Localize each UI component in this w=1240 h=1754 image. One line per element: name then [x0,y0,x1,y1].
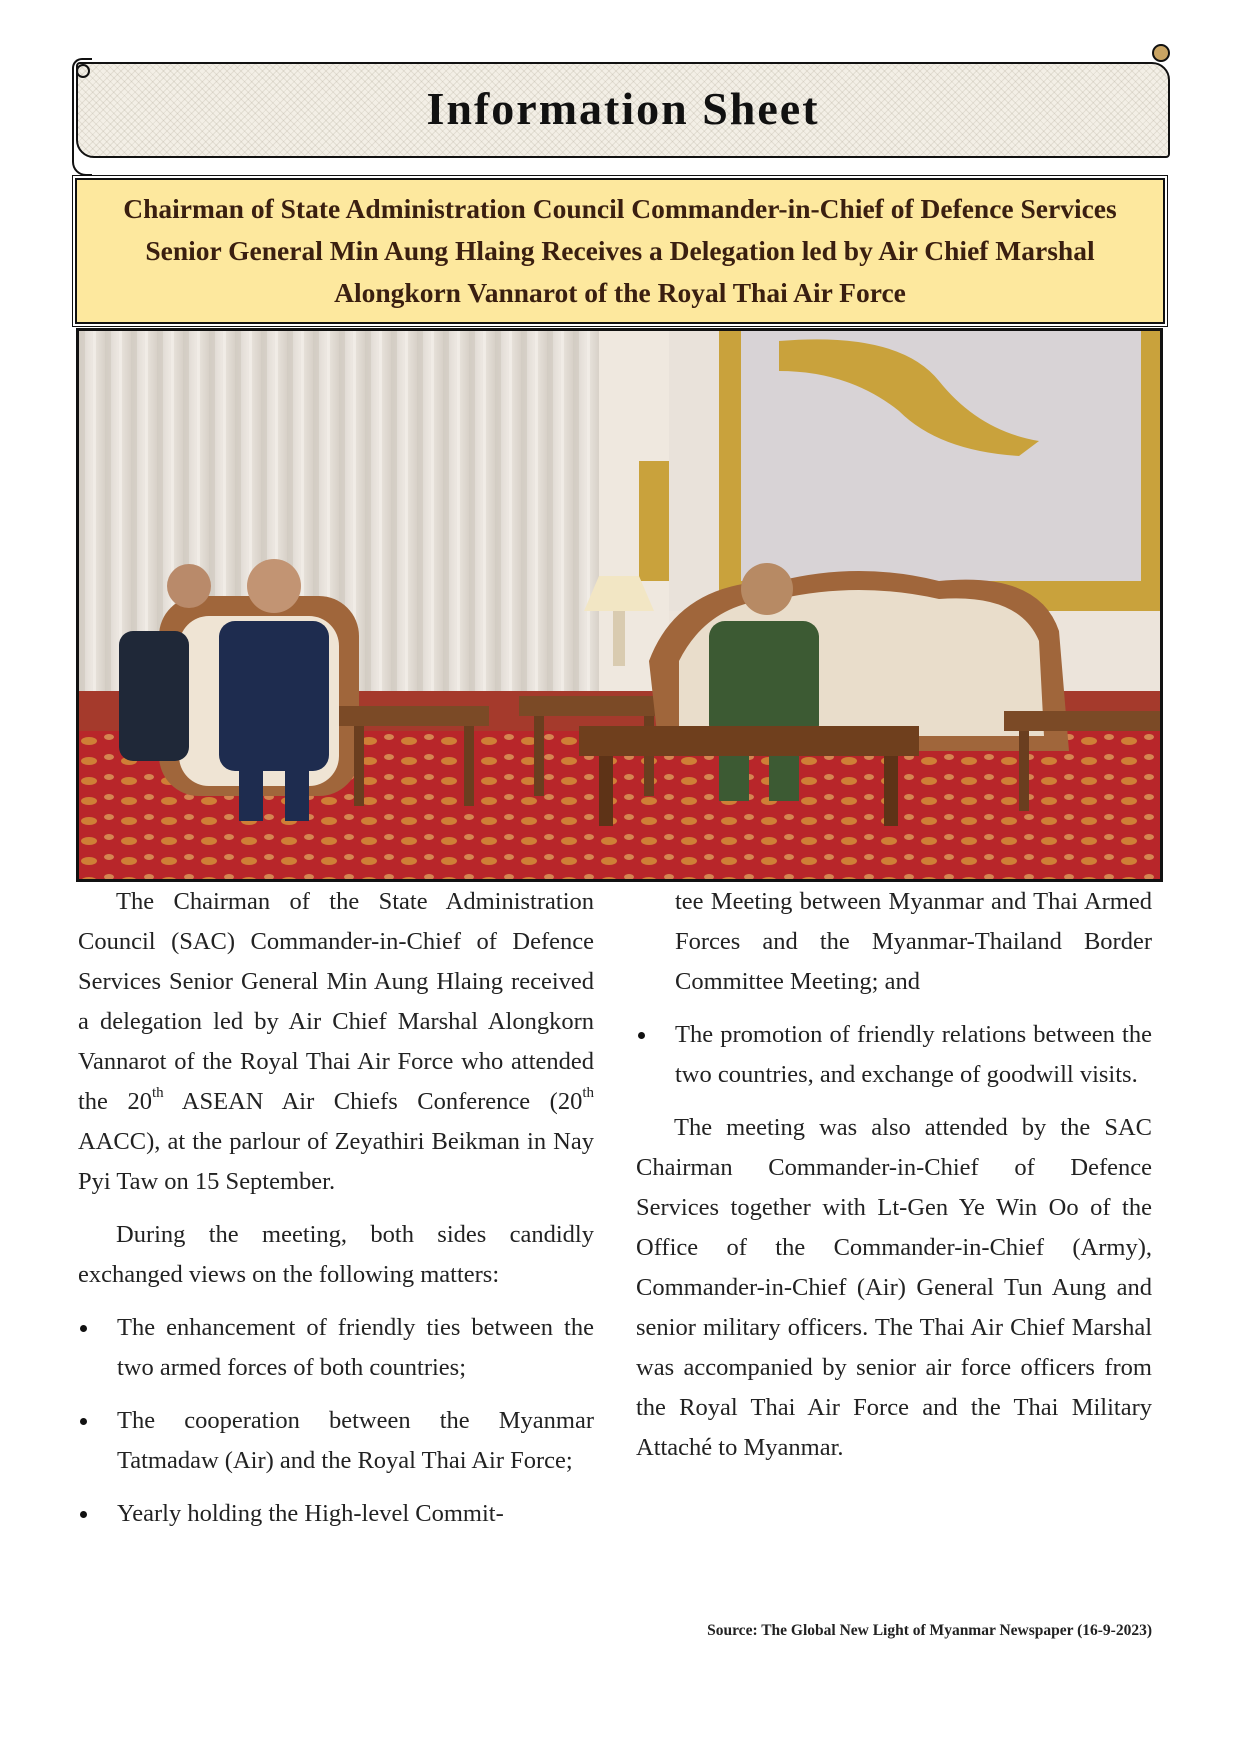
list-item: The enhancement of friendly ties between the two armed forces of both countries; [78,1308,594,1388]
list-item: The cooperation between the Myanmar Tatmadaw (Air) and the Royal Thai Air Force; [78,1401,594,1481]
scroll-curl-right-icon [1152,44,1170,62]
title-banner [76,62,1170,158]
list-item-continued: tee Meeting between Myanmar and Thai Armed Forces and the Myanmar-Thailand Border Committee Meeting; and [675,888,1152,995]
meeting-photo [76,328,1163,882]
ordinal-suffix: th [582,1085,595,1101]
headline-text: Chairman of State Administration Council Commander-in-Chief of Defence Services Senior General Min Aung Hlaing Receives a Delegation led by Air Chief Marshal Alongkorn Vannarot of the Royal Thai Air Force [123,193,1117,308]
intro-text-b: ASEAN Air Chiefs Conference (20 [163,1088,583,1115]
right-column [636,882,1152,1468]
paragraph-matters: During the meeting, both sides candidly exchanged views on the following matters: [78,1221,594,1288]
intro-text-a: The Chairman of the State Administration Council (SAC) Commander-in-Chief of Defence Services Senior General Min Aung Hlaing received a delegation led by Air Chief Marshal Alongkorn Vannarot of the Royal Thai Air Force who attended the 20 [78,888,594,1115]
list-item: The promotion of friendly relations between the two countries, and exchange of goodwill visits. [636,1015,1152,1095]
source-credit: Source: The Global New Light of Myanmar Newspaper (16-9-2023) [707,1622,1152,1639]
matters-list [78,1308,594,1534]
page-title: Information Sheet [426,83,820,134]
paragraph-attendees: The meeting was also attended by the SAC Chairman Commander-in-Chief of Defence Services together with Lt-Gen Ye Win Oo of the Office of the Commander-in-Chief (Army), Commander-in-Chief (Air) General Tun Aung and senior military officers. The Thai Air Chief Marshal was accompanied by senior air force officers from the Royal Thai Air Force and the Thai Military Attaché to Myanmar. [636,1114,1152,1461]
list-item: Yearly holding the High-level Commit- [78,1494,594,1534]
matters-list-continued [636,882,1152,1095]
paragraph-intro [78,882,594,1202]
intro-text-c: AACC), at the parlour of Zeyathiri Beikman in Nay Pyi Taw on 15 September. [78,1128,594,1195]
left-column [78,882,594,1547]
ordinal-suffix: th [151,1085,164,1101]
headline-box [75,178,1165,324]
scroll-curl-left-icon [76,64,90,78]
